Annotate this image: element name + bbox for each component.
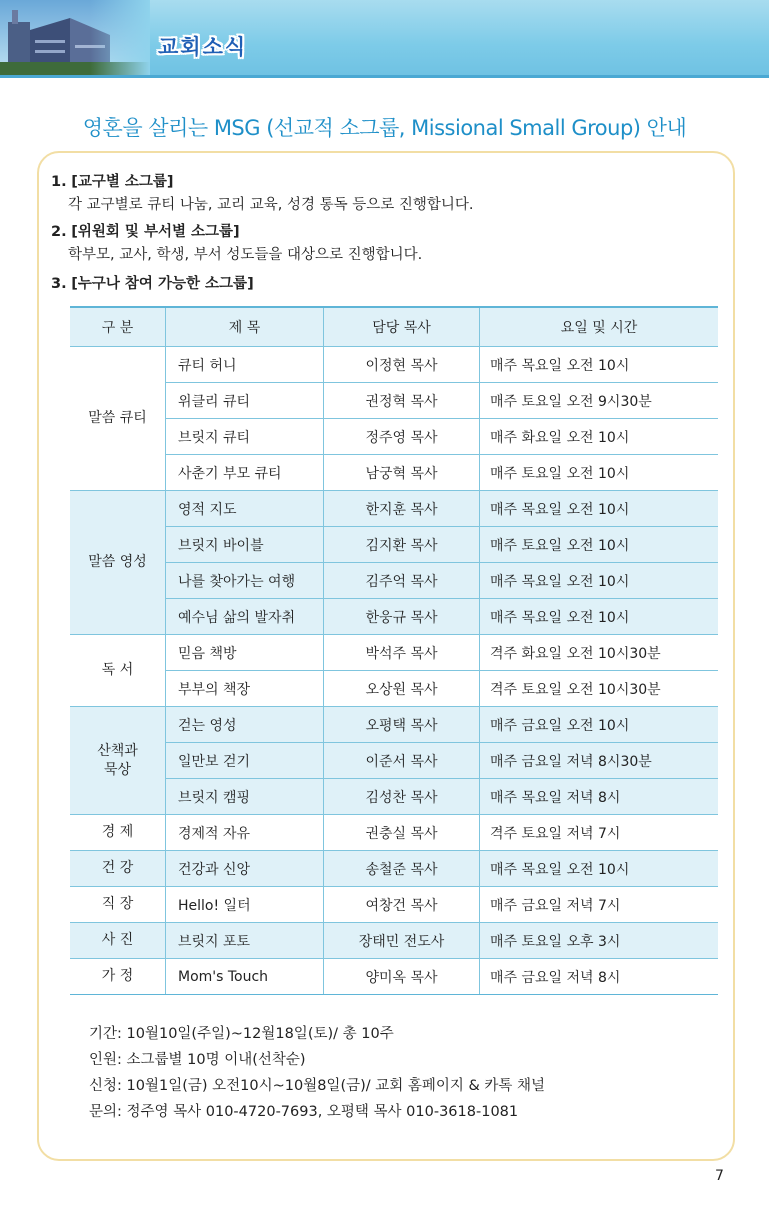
schedule-time-cell: 매주 금요일 저녁 7시 xyxy=(480,887,719,923)
table-row xyxy=(70,419,718,455)
group-title-cell: 경제적 자유 xyxy=(166,815,324,851)
section-number: 3. xyxy=(51,276,67,292)
category-cell: 사 진 xyxy=(70,923,166,959)
table-row xyxy=(70,491,718,527)
group-title-cell: 영적 지도 xyxy=(166,491,324,527)
table-row xyxy=(70,851,718,887)
table-row xyxy=(70,671,718,707)
pastor-cell: 김주억 목사 xyxy=(324,563,480,599)
pastor-cell: 양미옥 목사 xyxy=(324,959,480,995)
schedule-time-cell: 매주 목요일 오전 10시 xyxy=(480,563,719,599)
section-title: [교구별 소그룹] xyxy=(71,174,174,190)
pastor-cell: 김지환 목사 xyxy=(324,527,480,563)
section-description: 학부모, 교사, 학생, 부서 성도들을 대상으로 진행합니다. xyxy=(68,247,423,263)
category-cell: 독 서 xyxy=(70,635,166,707)
schedule-time-cell: 격주 화요일 오전 10시30분 xyxy=(480,635,719,671)
pastor-cell: 송철준 목사 xyxy=(324,851,480,887)
group-title-cell: Mom's Touch xyxy=(166,959,324,995)
church-building-photo xyxy=(0,0,150,75)
banner-divider xyxy=(0,75,769,78)
table-header-row xyxy=(70,307,718,347)
pastor-cell: 오상원 목사 xyxy=(324,671,480,707)
section-3 xyxy=(51,272,254,293)
pastor-cell: 이정현 목사 xyxy=(324,347,480,383)
pastor-cell: 남궁혁 목사 xyxy=(324,455,480,491)
info-contact: 문의: 정주영 목사 010-4720-7693, 오평택 목사 010-3618-1081 xyxy=(89,1104,519,1120)
column-header-title: 제 목 xyxy=(166,307,324,347)
schedule-time-cell: 매주 금요일 저녁 8시30분 xyxy=(480,743,719,779)
schedule-time-cell: 매주 목요일 오전 10시 xyxy=(480,347,719,383)
info-capacity: 인원: 소그룹별 10명 이내(선착순) xyxy=(89,1052,306,1068)
table-row xyxy=(70,563,718,599)
group-title-cell: 부부의 책장 xyxy=(166,671,324,707)
info-application: 신청: 10월1일(금) 오전10시~10월8일(금)/ 교회 홈페이지 & 카톡 채널 xyxy=(89,1078,546,1094)
schedule-time-cell: 매주 목요일 오전 10시 xyxy=(480,599,719,635)
section-number: 2. xyxy=(51,224,67,240)
category-cell: 산책과 묵상 xyxy=(70,707,166,815)
column-header-pastor: 담당 목사 xyxy=(324,307,480,347)
banner-title: 교회소식 xyxy=(158,35,248,59)
category-cell: 경 제 xyxy=(70,815,166,851)
group-title-cell: 건강과 신앙 xyxy=(166,851,324,887)
group-title-cell: 브릿지 바이블 xyxy=(166,527,324,563)
schedule-time-cell: 매주 금요일 오전 10시 xyxy=(480,707,719,743)
category-cell: 말씀 큐티 xyxy=(70,347,166,491)
schedule-time-cell: 매주 목요일 오전 10시 xyxy=(480,491,719,527)
schedule-time-cell: 매주 토요일 오전 9시30분 xyxy=(480,383,719,419)
table-row xyxy=(70,527,718,563)
pastor-cell: 한지훈 목사 xyxy=(324,491,480,527)
pastor-cell: 박석주 목사 xyxy=(324,635,480,671)
group-title-cell: 브릿지 캠핑 xyxy=(166,779,324,815)
group-title-cell: 브릿지 포토 xyxy=(166,923,324,959)
group-title-cell: 예수님 삶의 발자취 xyxy=(166,599,324,635)
table-row xyxy=(70,635,718,671)
page-number: 7 xyxy=(715,1168,724,1184)
schedule-time-cell: 매주 화요일 오전 10시 xyxy=(480,419,719,455)
group-title-cell: 걷는 영성 xyxy=(166,707,324,743)
pastor-cell: 정주영 목사 xyxy=(324,419,480,455)
pastor-cell: 권정혁 목사 xyxy=(324,383,480,419)
header-banner xyxy=(0,0,769,75)
category-cell: 가 정 xyxy=(70,959,166,995)
schedule-time-cell: 매주 토요일 오전 10시 xyxy=(480,455,719,491)
group-title-cell: 나를 찾아가는 여행 xyxy=(166,563,324,599)
schedule-time-cell: 매주 목요일 오전 10시 xyxy=(480,851,719,887)
group-title-cell: 믿음 책방 xyxy=(166,635,324,671)
pastor-cell: 장태민 전도사 xyxy=(324,923,480,959)
column-header-time: 요일 및 시간 xyxy=(480,307,719,347)
schedule-time-cell: 격주 토요일 오전 10시30분 xyxy=(480,671,719,707)
group-title-cell: 큐티 허니 xyxy=(166,347,324,383)
pastor-cell: 한웅규 목사 xyxy=(324,599,480,635)
group-title-cell: 일만보 걷기 xyxy=(166,743,324,779)
group-title-cell: 위클리 큐티 xyxy=(166,383,324,419)
schedule-time-cell: 매주 토요일 오후 3시 xyxy=(480,923,719,959)
section-title: [누구나 참여 가능한 소그룹] xyxy=(71,276,254,292)
table-row xyxy=(70,455,718,491)
pastor-cell: 이준서 목사 xyxy=(324,743,480,779)
schedule-time-cell: 매주 목요일 저녁 8시 xyxy=(480,779,719,815)
schedule-time-cell: 매주 금요일 저녁 8시 xyxy=(480,959,719,995)
section-2 xyxy=(51,220,240,241)
category-cell: 직 장 xyxy=(70,887,166,923)
group-title-cell: 브릿지 큐티 xyxy=(166,419,324,455)
table-row xyxy=(70,599,718,635)
section-number: 1. xyxy=(51,174,67,190)
category-cell: 말씀 영성 xyxy=(70,491,166,635)
table-row xyxy=(70,743,718,779)
group-title-cell: 사춘기 부모 큐티 xyxy=(166,455,324,491)
table-row xyxy=(70,815,718,851)
table-row xyxy=(70,707,718,743)
info-period: 기간: 10월10일(주일)~12월18일(토)/ 총 10주 xyxy=(89,1026,394,1042)
table-row xyxy=(70,779,718,815)
schedule-table xyxy=(70,306,718,995)
pastor-cell: 여창건 목사 xyxy=(324,887,480,923)
pastor-cell: 오평택 목사 xyxy=(324,707,480,743)
table-body xyxy=(70,347,718,995)
table-row xyxy=(70,923,718,959)
table-row xyxy=(70,887,718,923)
column-header-category: 구 분 xyxy=(70,307,166,347)
section-1 xyxy=(51,170,174,191)
page-heading: 영혼을 살리는 MSG (선교적 소그룹, Missional Small Group) 안내 xyxy=(82,116,687,140)
schedule-time-cell: 격주 토요일 저녁 7시 xyxy=(480,815,719,851)
section-description: 각 교구별로 큐티 나눔, 교리 교육, 성경 통독 등으로 진행합니다. xyxy=(68,197,474,213)
group-title-cell: Hello! 일터 xyxy=(166,887,324,923)
table-row xyxy=(70,383,718,419)
category-cell: 건 강 xyxy=(70,851,166,887)
table-row xyxy=(70,959,718,995)
pastor-cell: 김성찬 목사 xyxy=(324,779,480,815)
section-title: [위원회 및 부서별 소그룹] xyxy=(71,224,240,240)
schedule-time-cell: 매주 토요일 오전 10시 xyxy=(480,527,719,563)
table-row xyxy=(70,347,718,383)
pastor-cell: 권충실 목사 xyxy=(324,815,480,851)
